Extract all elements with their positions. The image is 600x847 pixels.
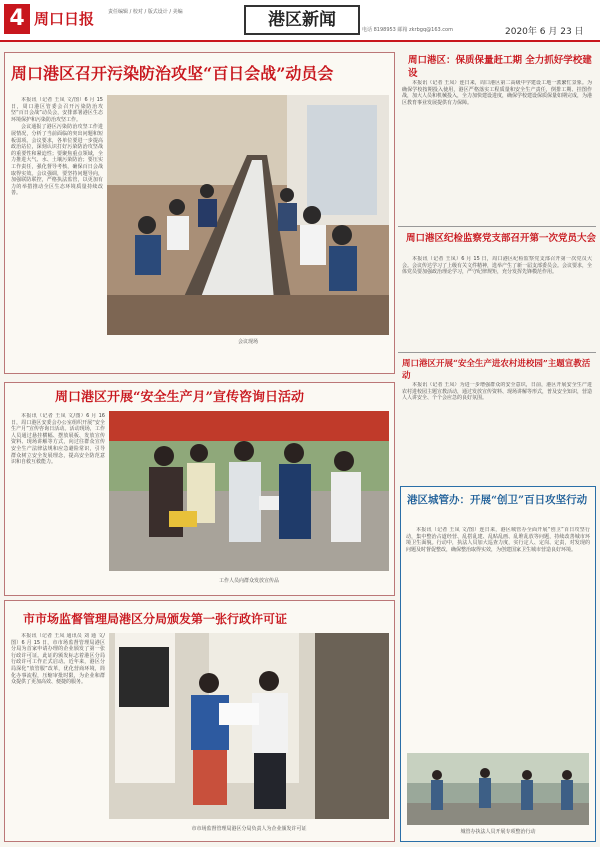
article-body: 会议通报了港区污染防治攻坚工作进展情况，分析了当前面临的突出问题和短板弱项。会议要求，各单位要进一步提高政治站位，深刻认识打好污染防治攻坚战的重要性和紧迫性；要聚焦重点领域，全力推进大气、水、土壤污染防治；要压实工作责任，强化督导考核，确保百日会战取得实效。会议强调，要坚持问题导向，加强联防联控，严格执法监管，以更加有力的举措推动全区生态环境质量持续改善。 [11, 124, 103, 197]
issue-date: 2020年 6 月 23 日 [505, 27, 584, 37]
article-party [398, 230, 596, 350]
photo-caption: 工作人员向群众发放宣传品 [218, 578, 279, 584]
urban-patrol-photo-image [407, 753, 589, 825]
newspaper-logo: 周口日报 [34, 10, 95, 28]
article-body: 本报讯（记者 王凤）6 月 15 日，周口港区纪检监察党支部召开第一次党员大会。会议传达学习了上级有关文件精神，选举产生了新一届支部委员会。会议要求，全体党员要加强政治理论学习，严守纪律规矩，充分发挥先锋模范作用。 [402, 256, 592, 276]
permit-photo [109, 633, 389, 819]
contact-info: 电话 8198953 邮箱 zkrbgq@163.com [362, 27, 453, 33]
safety-event-photo [109, 411, 389, 571]
headline-pollution[interactable]: 周口港区召开污染防治攻坚“百日会战”动员会 [11, 64, 334, 83]
urban-patrol-photo [407, 753, 589, 825]
headline-safety-month[interactable]: 周口港区开展“安全生产月”宣传咨询日活动 [55, 390, 304, 405]
divider [398, 352, 596, 353]
page-number: 4 [4, 4, 30, 34]
headline-permit[interactable]: 市市场监督管理局港区分局颁发第一张行政许可证 [23, 612, 288, 626]
article-pollution [4, 52, 395, 374]
headline-party[interactable]: 周口港区纪检监察党支部召开第一次党员大会 [406, 233, 597, 244]
article-urban-management [400, 486, 596, 842]
article-body: 本报讯（记者 王凤）为进一步增强群众的安全意识，日前，港区开展安全生产进农村进校园主题宣教活动，通过发放宣传资料、现场讲解等形式，普及安全知识，营造人人讲安全、个个会应急的良好氛围。 [402, 382, 592, 402]
safety-event-photo-image [109, 411, 389, 571]
article-body: 本报讯（记者 王凤）连日来，周口港区第二高级中学建设工地一派繁忙景象。为确保学校按期投入使用，港区严格落实工程质量和安全生产责任，倒排工期、挂图作战，加大人员和机械投入，全力加快建设进度，确保学校建设保质保量如期完成，为港区教育事业发展提供有力保障。 [402, 80, 592, 106]
article-permit [4, 600, 395, 842]
article-body: 本报讯（记者 王凤 文/图）连日来，港区城管办全面开展“创卫”百日攻坚行动，集中整治占道经营、乱搭乱建、乱贴乱画、乱堆乱放等问题，持续改善城市环境卫生面貌。行动中，执法人员加大巡查力度，实行定人、定岗、定责，对发现的问题及时督促整改，确保整治取得实效，为创建国家卫生城市营造良好环境。 [406, 527, 590, 553]
headline-rural-safety[interactable]: 周口港区开展“安全生产进农村进校园”主题宣教活动 [402, 359, 591, 381]
article-lede: 本报讯（记者 王凤 文/图）6 月 15 日，周口港区管委会召开污染防治攻坚“百日会战”动员会，安排部署港区生态环境保护和污染防治攻坚工作。 [11, 97, 103, 123]
article-school [398, 52, 596, 224]
permit-photo-image [109, 633, 389, 819]
headline-urban-management[interactable]: 港区城管办：开展“创卫”百日攻坚行动 [407, 494, 588, 506]
divider [398, 226, 596, 227]
photo-caption: 市市场监督管理局港区分局负责人为企业颁发许可证 [191, 826, 307, 832]
headline-school[interactable]: 周口港区：保质保量赶工期 全力抓好学校建设 [408, 55, 592, 79]
article-body: 本报讯（记者 王凤 文/图）6 月 16 日，周口港区安委会办公室组织开展“安全生产月”宣传咨询日活动。活动现场，工作人员通过悬挂横幅、摆放展板、发放宣传资料、现场讲解等方式，向过往群众宣传安全生产法律法规和应急避险常识，引导群众树立安全发展理念，提高安全防范意识和自救互救能力。 [11, 413, 105, 466]
meeting-photo-image [107, 95, 389, 335]
photo-caption: 会议现场 [237, 339, 258, 345]
article-rural-safety [398, 356, 596, 478]
page-header [0, 0, 600, 42]
editor-credits: 责任编辑 / 校对 / 版式设计 / 美编 [108, 9, 183, 15]
article-body: 本报讯（记者 王凤 通讯员 刘 通 文/图）6 月 15 日，市市场监督管理局港区分局为首家申请办理的企业颁发了第一张行政许可证。此证的颁发标志着港区分局行政许可工作正式启动。近年来，港区分局深化“放管服”改革，优化营商环境，简化办事流程，压缩审批时限，为企业和群众提供了更加高效、便捷的服务。 [11, 633, 105, 686]
meeting-photo [107, 95, 389, 335]
photo-caption: 城管办执法人员开展专项整治行动 [460, 829, 536, 835]
section-title: 港区新闻 [244, 5, 360, 35]
article-safety-month [4, 382, 395, 596]
